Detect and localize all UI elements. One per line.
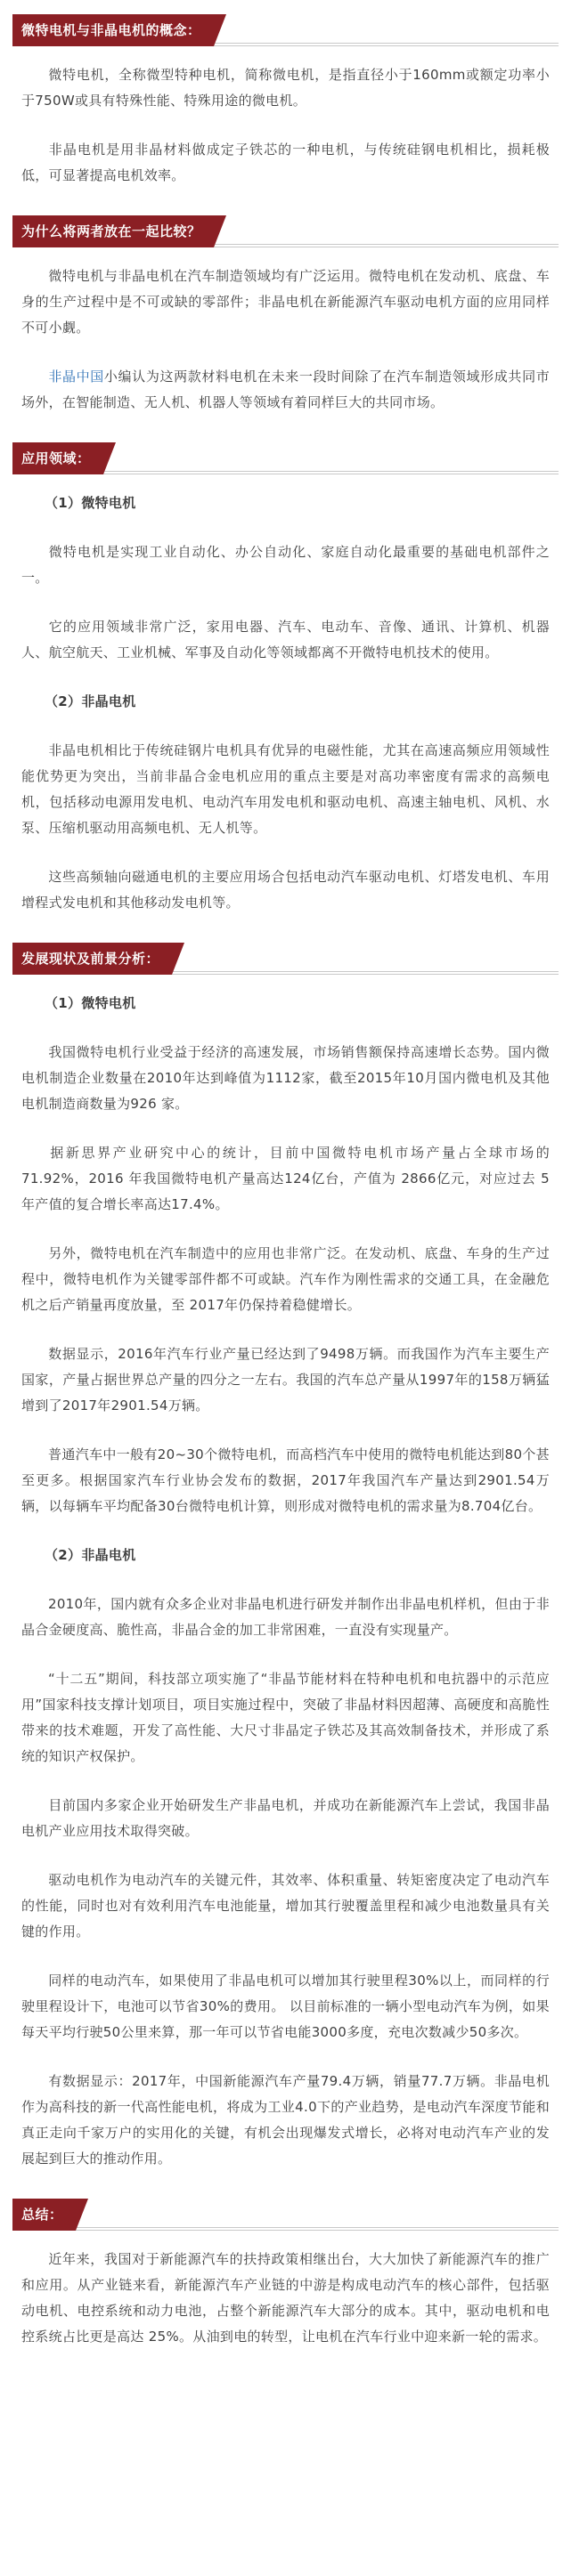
paragraph: [12, 539, 559, 591]
paragraph: [12, 364, 559, 416]
section-header: [12, 2199, 559, 2232]
paragraph-text: 有数据显示：2017年，中国新能源汽车产量79.4万辆，销量77.7万辆。非晶电机作为高科技的新一代高性能电机，将成为工业4.0下的产业趋势，是电动汽车深度节能和真正走向千家万户的实用化的关键，有机会出现爆发式增长，必将对电动汽车产业的发展起到巨大的推动作用。: [21, 2073, 550, 2167]
paragraph-text: 它的应用领域非常广泛，家用电器、汽车、电动车、音像、通讯、计算机、机器人、航空航天、工业机械、军事及自动化等领域都离不开微特电机技术的使用。: [21, 619, 550, 660]
brand-link[interactable]: 非晶中国: [48, 369, 104, 385]
paragraph-text: 目前国内多家企业开始研发生产非晶电机，并成功在新能源汽车上尝试，我国非晶电机产业应用技术取得突破。: [21, 1797, 550, 1839]
header-rule: [12, 2227, 559, 2231]
paragraph-text: 微特电机与非晶电机在汽车制造领域均有广泛运用。微特电机在发动机、底盘、车身的生产过程中是不可或缺的零部件；非晶电机在新能源汽车驱动电机方面的应用同样不可小觑。: [21, 268, 550, 336]
paragraph: [12, 2069, 559, 2172]
paragraph-text: 据新思界产业研究中心的统计，目前中国微特电机市场产量占全球市场的71.92%，2016 年我国微特电机产量高达124亿台，产值为 2866亿元，对应过去 5 年产值的复合增长率高达17.4%。: [21, 1145, 550, 1212]
paragraph-text: “十二五”期间，科技部立项实施了“非晶节能材料在特种电机和电抗器中的示范应用”国家科技支撑计划项目，项目实施过程中，突破了非晶材料因超薄、高硬度和高脆性带来的技术难题，开发了高性能、大尺寸非晶定子铁芯及其高效制备技术，并形成了系统的知识产权保护。: [21, 1671, 550, 1764]
paragraph: [12, 1341, 559, 1419]
section-header: [12, 14, 559, 48]
paragraph-text: 我国微特电机行业受益于经济的高速发展，市场销售额保持高速增长态势。国内微电机制造企业数量在2010年达到峰值为1112家，截至2015年10月国内微电机及其他电机制造商数量为926 家。: [21, 1044, 550, 1112]
paragraph-text: 2010年，国内就有众多企业对非晶电机进行研发并制作出非晶电机样机，但由于非晶合金硬度高、脆性高，非晶合金的加工非常困难，一直没有实现量产。: [21, 1596, 550, 1638]
section-development: [12, 943, 559, 2172]
section-header: [12, 943, 559, 976]
paragraph: [12, 1442, 559, 1519]
paragraph-text: 同样的电动汽车，如果使用了非晶电机可以增加其行驶里程30%以上，而同样的行驶里程设计下，电池可以节省30%的费用。 以目前标准的一辆小型电动汽车为例，如果每天平均行驶50公里来算，那一年可以节省电能3000多度，充电次数减少50多次。: [21, 1973, 550, 2040]
paragraph: [12, 1968, 559, 2045]
section-why-compare: [12, 215, 559, 416]
subheading: （1）微特电机: [45, 495, 136, 511]
paragraph: [12, 1040, 559, 1117]
section-title: 发展现状及前景分析：: [12, 943, 172, 975]
paragraph-text: 这些高频轴向磁通电机的主要应用场合包括电动汽车驱动电机、灯塔发电机、车用增程式发电机和其他移动发电机等。: [21, 869, 550, 911]
paragraph: [12, 614, 559, 666]
subheading: （2）非晶电机: [45, 1547, 136, 1563]
paragraph: [12, 1592, 559, 1643]
section-concepts: [12, 14, 559, 189]
paragraph: [12, 263, 559, 341]
paragraph-text: 微特电机，全称微型特种电机，简称微电机，是指直径小于160mm或额定功率小于750W或具有特殊性能、特殊用途的微电机。: [21, 67, 550, 109]
paragraph-text: 普通汽车中一般有20~30个微特电机，而高档汽车中使用的微特电机能达到80个甚至更多。根据国家汽车行业协会发布的数据，2017年我国汽车产量达到2901.54万辆，以每辆车平均配备30台微特电机计算，则形成对微特电机的需求量为8.704亿台。: [21, 1446, 550, 1514]
paragraph-text: 驱动电机作为电动汽车的关键元件，其效率、体积重量、转矩密度决定了电动汽车的性能，同时也对有效利用汽车电池能量，增加其行驶覆盖里程和减少电池数量具有关键的作用。: [21, 1872, 550, 1940]
paragraph: [12, 1793, 559, 1844]
section-applications: [12, 442, 559, 916]
paragraph-text: 数据显示，2016年汽车行业产量已经达到了9498万辆。而我国作为汽车主要生产国家，产量占据世界总产量的四分之一左右。我国的汽车总产量从1997年的158万辆猛增到了2017年2901.54万辆。: [21, 1346, 550, 1414]
paragraph: [12, 1241, 559, 1318]
paragraph: [12, 1666, 559, 1770]
section-title: 微特电机与非晶电机的概念：: [12, 14, 214, 46]
paragraph: [12, 864, 559, 916]
subheading: （2）非晶电机: [45, 693, 136, 709]
paragraph-text: 非晶电机是用非晶材料做成定子铁芯的一种电机，与传统硅钢电机相比，损耗极低，可显著提高电机效率。: [21, 142, 550, 183]
paragraph-text: 小编认为这两款材料电机在未来一段时间除了在汽车制造领域形成共同市场外，在智能制造、无人机、机器人等领域有着同样巨大的共同市场。: [21, 369, 551, 410]
paragraph: [12, 62, 559, 114]
section-title: 应用领域：: [12, 442, 103, 474]
paragraph: [12, 137, 559, 189]
paragraph-text: 近年来，我国对于新能源汽车的扶持政策相继出台，大大加快了新能源汽车的推广和应用。从产业链来看，新能源汽车产业链的中游是构成电动汽车的核心部件，包括驱动电机、电控系统和动力电池，占整个新能源汽车大部分的成本。其中，驱动电机和电控系统占比更是高达 25%。从油到电的转型，让电机在汽车行业中迎来新一轮的需求。: [21, 2251, 550, 2345]
paragraph: [12, 738, 559, 841]
paragraph-text: 非晶电机相比于传统硅钢片电机具有优异的电磁性能，尤其在高速高频应用领域性能优势更为突出，当前非晶合金电机应用的重点主要是对高功率密度有需求的高频电机，包括移动电源用发电机、电动汽车用发电机和驱动电机、高速主轴电机、风机、水泵、压缩机驱动用高频电机、无人机等。: [21, 742, 550, 836]
paragraph: [12, 1867, 559, 1945]
section-header: [12, 215, 559, 249]
paragraph-text: 微特电机是实现工业自动化、办公自动化、家庭自动化最重要的基础电机部件之一。: [21, 544, 550, 586]
paragraph: [12, 2247, 559, 2350]
paragraph: [12, 1140, 559, 1218]
section-header: [12, 442, 559, 476]
section-summary: [12, 2199, 559, 2350]
section-title: 总结：: [12, 2199, 76, 2231]
section-title: 为什么将两者放在一起比较？: [12, 215, 214, 247]
subheading: （1）微特电机: [45, 995, 136, 1011]
paragraph-text: 另外，微特电机在汽车制造中的应用也非常广泛。在发动机、底盘、车身的生产过程中，微特电机作为关键零部件都不可或缺。汽车作为刚性需求的交通工具，在金融危机之后产销量再度放量，至 2017年仍保持着稳健增长。: [21, 1245, 550, 1313]
